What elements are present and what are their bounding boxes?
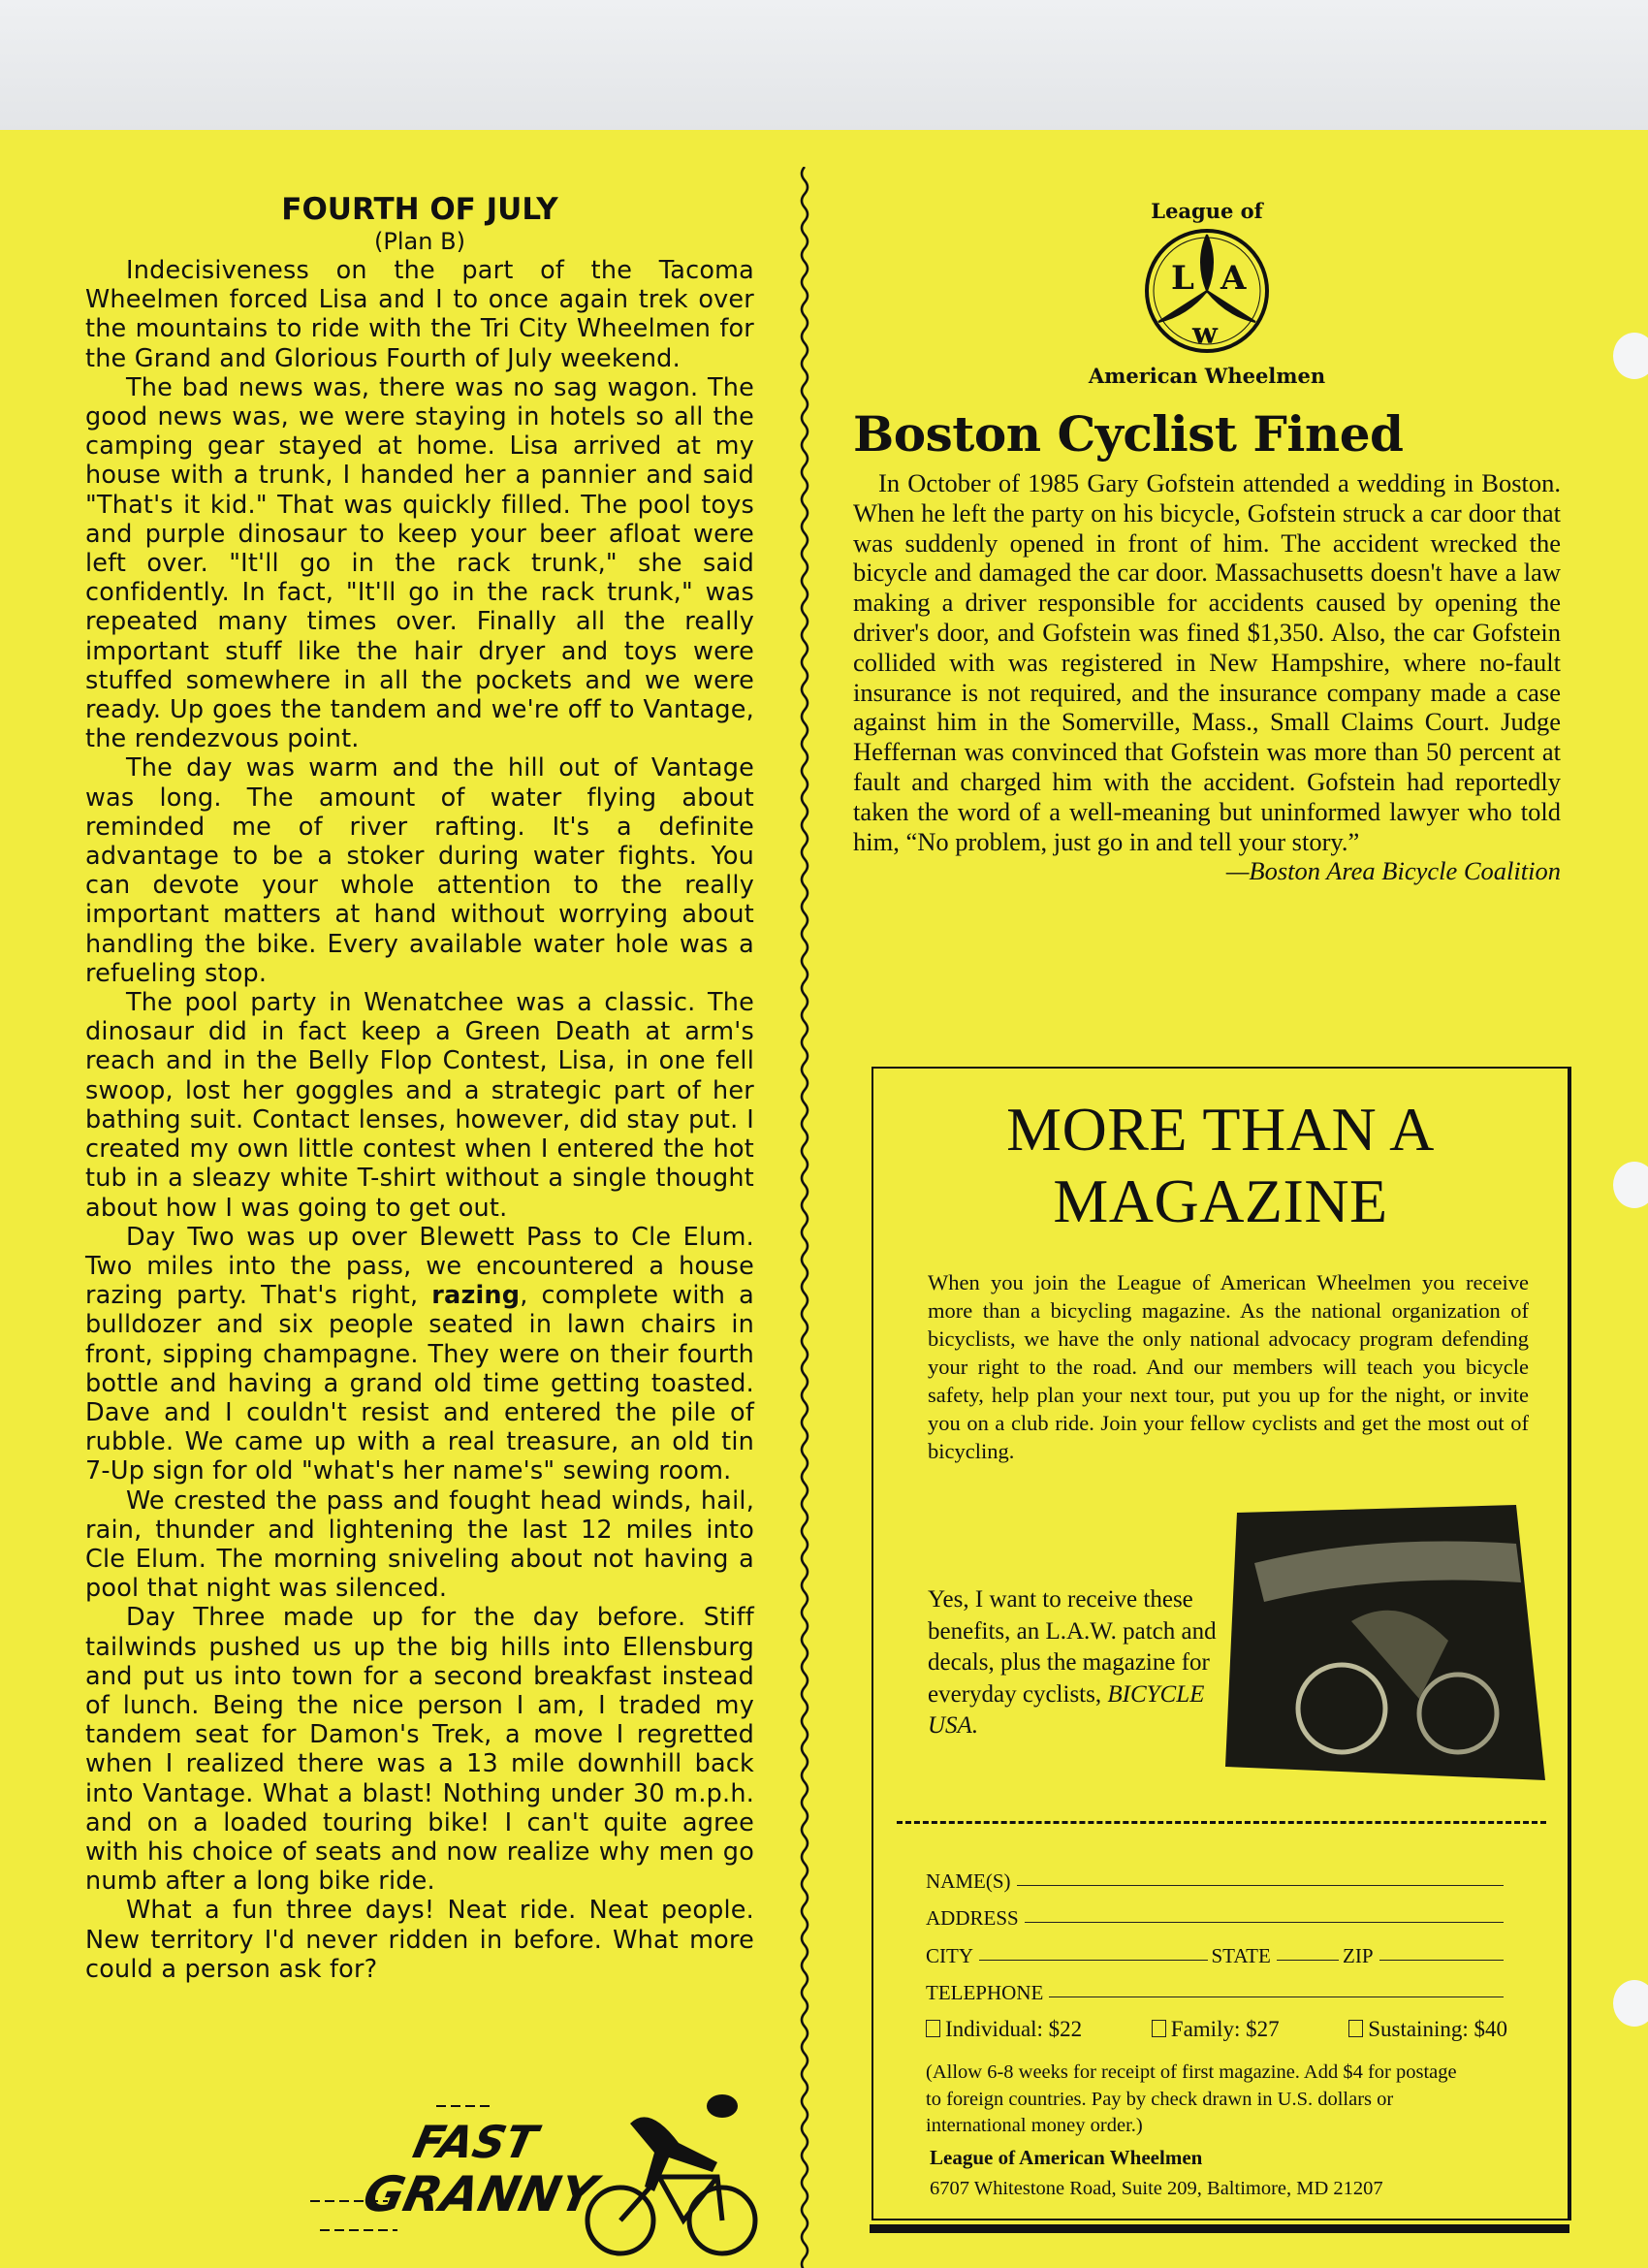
zip-label: ZIP xyxy=(1343,1943,1374,1967)
state-label: STATE xyxy=(1211,1943,1271,1967)
fine-print: (Allow 6-8 weeks for receipt of first magazine. Add $4 for postage to foreign countries. Pay by check drawn in U.S. dollars or international money order.) xyxy=(926,2061,1457,2136)
offer-text xyxy=(928,1584,1219,1742)
option-family[interactable] xyxy=(1152,2017,1280,2042)
bicycle-icon xyxy=(587,2177,755,2253)
winged-wheel-icon xyxy=(1139,223,1275,359)
zip-input-line[interactable] xyxy=(1379,1959,1504,1961)
column-divider xyxy=(793,167,816,2268)
ad-body: When you join the League of American Wheelmen you receive more than a bicycling magazine. As the national organization of bicyclists, we have the only national advocacy program defending your right to the road. And our members will teach you bicycle safety, help plan your next tour, put you up for the night, or invite you on a club ride. Join your fellow cyclists and get the most out of bicycling. xyxy=(928,1270,1529,1463)
fast-granny-logo xyxy=(310,2085,766,2259)
body-text: In October of 1985 Gary Gofstein attended a wedding in Boston. When he left the party on his bicycle, Gofstein struck a car door that was suddenly opened in front of him. The accident wrecked the bicycle and damaged the car door. Massachusetts doesn't have a law making a driver responsible for accidents caused by opening the driver's door, and Gofstein was fined $1,350. Also, the car Gofstein collided with was registered in New Hampshire, where no-fault insurance is not required, and the insurance company made a case against him in the Somerville, Mass., Small Claims Court. Judge Heffernan was convinced that Gofstein was more than 50 percent at fault and charged him with the accident. Gofstein had reportedly taken the word of a well-meaning but uninformed lawyer who told him, “No problem, just go in and tell your story.” xyxy=(853,468,1561,856)
bottom-rule xyxy=(870,2224,1569,2233)
headline: Boston Cyclist Fined xyxy=(853,405,1404,463)
telephone-input-line[interactable] xyxy=(1049,1996,1504,1997)
city-label: CITY xyxy=(926,1943,973,1967)
name-field[interactable] xyxy=(926,1856,1507,1894)
option-individual[interactable] xyxy=(926,2017,1082,2042)
svg-text:GRANNY: GRANNY xyxy=(358,2165,602,2222)
membership-options xyxy=(926,2017,1507,2042)
paragraph: The day was warm and the hill out of Vantage was long. The amount of water flying about reminded me of river rafting. It's a definite advantage to be a stoker during water fights. You can devote your whole attention to the really important matters at hand without worrying about handling the bike. Every available water hole was a refueling stop. xyxy=(85,753,754,988)
membership-ad xyxy=(872,1067,1571,2220)
punch-hole xyxy=(1613,333,1648,379)
article-title: FOURTH OF JULY xyxy=(281,192,558,227)
paragraph xyxy=(85,1223,754,1486)
magazine-name: BICYCLE USA. xyxy=(928,1680,1205,1739)
rider-silhouette xyxy=(630,2117,717,2191)
law-logo xyxy=(853,199,1561,388)
paragraph: The pool party in Wenatchee was a classic. The dinosaur did in fact keep a Green Death at arm's reach and in the Belly Flop Contest, Lisa, in one fell swoop, lost her goggles and a strategic part of her bathing suit. Contact lenses, however, did stay put. I created my own little contest when I entered the hot tub in a sleazy white T-shirt without a single thought about how I was going to get out. xyxy=(85,988,754,1223)
svg-text:L: L xyxy=(1171,259,1194,298)
logo-bottom-text: American Wheelmen xyxy=(1088,364,1326,388)
ad-heading-line: MORE THAN A xyxy=(1006,1095,1435,1164)
telephone-label: TELEPHONE xyxy=(926,1981,1044,2004)
boston-cyclist-article xyxy=(853,199,1561,886)
option-sustaining[interactable] xyxy=(1348,2017,1507,2042)
scan-top-margin xyxy=(0,0,1648,130)
address-input-line[interactable] xyxy=(1025,1921,1504,1923)
option-label: Sustaining: $40 xyxy=(1368,2017,1507,2041)
paragraph: The bad news was, there was no sag wagon. The good news was, we were staying in hotels so all the camping gear stayed at home. Lisa arrived at my house with a trunk, I handed her a pannier and said "That's it kid." That was quickly filled. The pool toys and purple dinosaur to keep your beer afloat were left over. "It'll go in the rack trunk," she said confidently. In fact, "It'll go in the rack trunk," was repeated many times over. Finally all the really important stuff like the hair dryer and toys were stuffed somewhere in all the pockets and we were ready. Up goes the tandem and we're off to Vantage, the rendezvous point. xyxy=(85,372,754,754)
name-input-line[interactable] xyxy=(1017,1884,1505,1886)
checkbox[interactable] xyxy=(926,2020,940,2037)
org-address: 6707 Whitestone Road, Suite 209, Baltimore, MD 21207 xyxy=(930,2177,1383,2199)
article-body xyxy=(853,468,1561,886)
ad-heading-line: MAGAZINE xyxy=(1053,1166,1388,1235)
address-field[interactable] xyxy=(926,1894,1507,1932)
paragraph: We crested the pass and fought head winds, hail, rain, thunder and lightening the last 12 miles into Cle Elum. The morning sniveling about not having a pool that night was silenced. xyxy=(85,1485,754,1604)
logo-top-text: League of xyxy=(1151,199,1263,223)
ad-heading xyxy=(873,1094,1568,1237)
checkbox[interactable] xyxy=(1348,2020,1363,2037)
bold-word: razing xyxy=(431,1281,521,1311)
punch-hole xyxy=(1613,1162,1648,1208)
telephone-field[interactable] xyxy=(926,1968,1507,2006)
punch-hole xyxy=(1613,1980,1648,2027)
address-label: ADDRESS xyxy=(926,1906,1019,1930)
svg-text:FAST: FAST xyxy=(408,2116,542,2168)
checkbox[interactable] xyxy=(1152,2020,1166,2037)
svg-text:w: w xyxy=(1192,317,1218,351)
state-input-line[interactable] xyxy=(1277,1959,1339,1961)
text: Day Two was up over Blewett Pass to Cle Elum. Two miles into the pass, we encountered a house razing party. That's right, xyxy=(85,1222,754,1311)
svg-text:A: A xyxy=(1220,259,1247,298)
city-state-zip-row xyxy=(926,1931,1507,1968)
text: , complete with a bulldozer and six people seated in lawn chairs in front, sipping champagne. They were on their fourth bottle and having a grand old time getting toasted. Dave and I couldn't resist and entered the pile of rubble. We came up with a real treasure, an old tin 7-Up sign for old "what's her name's" sewing room. xyxy=(85,1281,754,1486)
paragraph: What a fun three days! Neat ride. Neat people. New territory I'd never ridden in before. What more could a person ask for? xyxy=(85,1896,754,1984)
option-label: Individual: $22 xyxy=(945,2017,1083,2041)
offer-body: Yes, I want to receive these benefits, an L.A.W. patch and decals, plus the magazine for everyday cyclists, xyxy=(928,1586,1217,1708)
cut-line xyxy=(897,1821,1546,1824)
option-label: Family: $27 xyxy=(1170,2017,1280,2041)
membership-form xyxy=(926,1856,1507,2200)
name-label: NAME(S) xyxy=(926,1869,1011,1893)
paragraph: Indecisiveness on the part of the Tacoma Wheelmen forced Lisa and I to once again trek over the mountains to ride with the Tri City Wheelmen for the Grand and Glorious Fourth of July weekend. xyxy=(85,256,754,373)
city-input-line[interactable] xyxy=(979,1959,1208,1961)
credit: —Boston Area Bicycle Coalition xyxy=(1225,856,1561,886)
article-subtitle: (Plan B) xyxy=(374,228,465,255)
paragraph: Day Three made up for the day before. Stiff tailwinds pushed us up the big hills into Ellensburg and put us into town for a second breakfast instead of lunch. Being the nice person I am, I traded my tandem seat for Damon's Trek, a move I regretted when I realized there was a 13 mile downhill back into Vantage. What a blast! Nothing under 30 m.p.h. and on a loaded touring bike! I can't quite agree with his choice of seats and now realize why men go numb after a long bike ride. xyxy=(85,1603,754,1897)
org-name: League of American Wheelmen xyxy=(930,2145,1203,2169)
fourth-of-july-article xyxy=(85,192,754,1984)
magazine-cover-image xyxy=(1225,1505,1545,1780)
